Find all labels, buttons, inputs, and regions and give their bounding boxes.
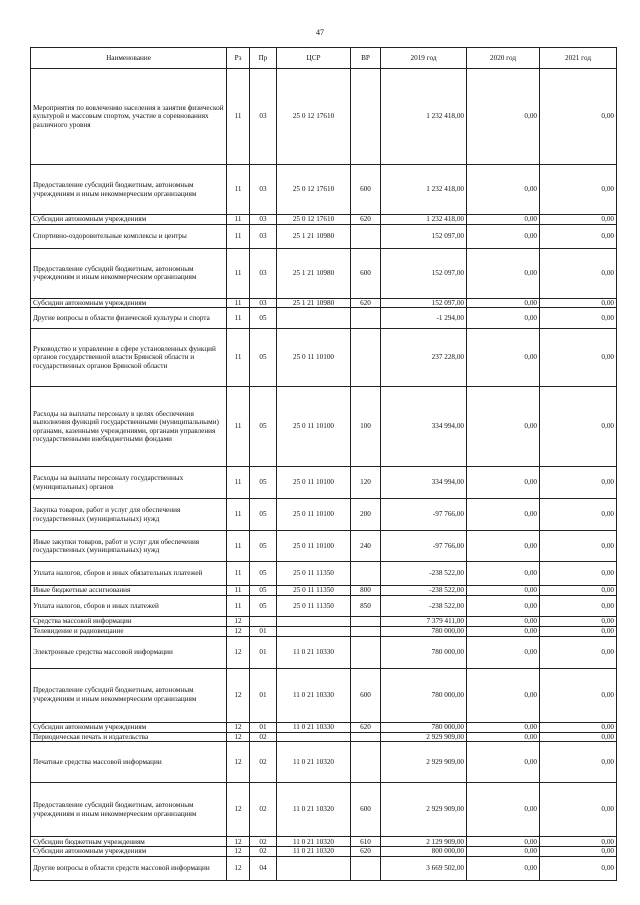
row-pr: 02	[250, 742, 277, 783]
row-rz: 12	[227, 668, 250, 722]
row-pr: 02	[250, 847, 277, 857]
row-2020-value: 0,00	[467, 499, 540, 531]
row-pr: 05	[250, 562, 277, 586]
row-rz: 11	[227, 298, 250, 308]
row-name: Иные бюджетные ассигнования	[31, 586, 227, 596]
row-2021-value: 0,00	[540, 248, 617, 298]
row-rz: 11	[227, 329, 250, 387]
row-csr: 25 0 11 10100	[277, 387, 351, 467]
row-rz: 11	[227, 595, 250, 616]
row-rz: 11	[227, 69, 250, 165]
table-row	[31, 732, 617, 742]
row-2019-value: -238 522,00	[381, 586, 467, 596]
row-csr: 25 1 21 10980	[277, 224, 351, 248]
row-pr: 05	[250, 467, 277, 499]
row-name: Периодическая печать и издательства	[31, 732, 227, 742]
table-row	[31, 636, 617, 668]
row-2019-value: 800 000,00	[381, 847, 467, 857]
row-name: Средства массовой информации	[31, 616, 227, 626]
row-2019-value: -1 294,00	[381, 308, 467, 329]
table-row	[31, 586, 617, 596]
row-pr: 05	[250, 531, 277, 562]
row-2021-value: 0,00	[540, 783, 617, 837]
column-header-rz: Рз	[227, 48, 250, 69]
row-rz: 11	[227, 531, 250, 562]
row-2020-value: 0,00	[467, 742, 540, 783]
row-name: Другие вопросы в области средств массовой информации	[31, 856, 227, 880]
row-2020-value: 0,00	[467, 298, 540, 308]
row-vr: 200	[351, 499, 381, 531]
column-header-2021: 2021 год	[540, 48, 617, 69]
row-name: Расходы на выплаты персоналу в целях обеспечения выполнения функций государственными (муниципальными) органами, казенными учреждениями, органами управления государственными внебюджетными фондами	[31, 387, 227, 467]
row-2021-value: 0,00	[540, 308, 617, 329]
row-vr	[351, 308, 381, 329]
row-pr: 02	[250, 837, 277, 847]
row-2021-value: 0,00	[540, 562, 617, 586]
row-rz: 12	[227, 856, 250, 880]
row-rz: 12	[227, 636, 250, 668]
row-name: Спортивно-оздоровительные комплексы и центры	[31, 224, 227, 248]
row-2020-value: 0,00	[467, 837, 540, 847]
table-row	[31, 248, 617, 298]
row-2020-value: 0,00	[467, 165, 540, 215]
row-name: Закупка товаров, работ и услуг для обеспечения государственных (муниципальных) нужд	[31, 499, 227, 531]
row-vr: 620	[351, 298, 381, 308]
table-row	[31, 298, 617, 308]
table-row	[31, 626, 617, 636]
row-csr: 11 0 21 10330	[277, 636, 351, 668]
row-2020-value: 0,00	[467, 847, 540, 857]
row-vr	[351, 626, 381, 636]
row-2020-value: 0,00	[467, 562, 540, 586]
row-rz: 12	[227, 626, 250, 636]
row-vr: 600	[351, 248, 381, 298]
row-csr: 25 0 11 10100	[277, 467, 351, 499]
row-name: Предоставление субсидий бюджетным, автономным учреждениям и иным некоммерческим организациям	[31, 248, 227, 298]
row-vr: 100	[351, 387, 381, 467]
row-2021-value: 0,00	[540, 165, 617, 215]
row-rz: 12	[227, 847, 250, 857]
row-vr	[351, 732, 381, 742]
row-csr: 11 0 21 10320	[277, 742, 351, 783]
row-2019-value: -97 766,00	[381, 531, 467, 562]
row-csr: 11 0 21 10320	[277, 837, 351, 847]
row-rz: 11	[227, 586, 250, 596]
row-name: Субсидии автономным учреждениям	[31, 215, 227, 225]
row-2019-value: 334 994,00	[381, 387, 467, 467]
row-2021-value: 0,00	[540, 722, 617, 732]
row-pr: 02	[250, 783, 277, 837]
row-pr: 05	[250, 499, 277, 531]
row-rz: 11	[227, 215, 250, 225]
table-row	[31, 742, 617, 783]
row-2019-value: 334 994,00	[381, 467, 467, 499]
row-pr: 03	[250, 165, 277, 215]
row-csr: 25 1 21 10980	[277, 248, 351, 298]
column-header-2019: 2019 год	[381, 48, 467, 69]
row-2021-value: 0,00	[540, 387, 617, 467]
table-row	[31, 224, 617, 248]
row-2019-value: 2 929 909,00	[381, 732, 467, 742]
table-row	[31, 499, 617, 531]
column-header-2020: 2020 год	[467, 48, 540, 69]
row-2021-value: 0,00	[540, 742, 617, 783]
row-csr	[277, 856, 351, 880]
row-2020-value: 0,00	[467, 722, 540, 732]
row-2019-value: 237 228,00	[381, 329, 467, 387]
row-pr: 05	[250, 595, 277, 616]
budget-table	[30, 47, 617, 881]
row-2019-value: 3 669 502,00	[381, 856, 467, 880]
row-name: Уплата налогов, сборов и иных платежей	[31, 595, 227, 616]
row-rz: 11	[227, 387, 250, 467]
row-2020-value: 0,00	[467, 329, 540, 387]
table-row	[31, 308, 617, 329]
row-2020-value: 0,00	[467, 467, 540, 499]
row-rz: 12	[227, 783, 250, 837]
row-2021-value: 0,00	[540, 856, 617, 880]
row-vr	[351, 329, 381, 387]
row-csr	[277, 732, 351, 742]
row-pr: 05	[250, 329, 277, 387]
row-2019-value: 780 000,00	[381, 636, 467, 668]
row-csr: 11 0 21 10320	[277, 847, 351, 857]
row-name: Уплата налогов, сборов и иных обязательных платежей	[31, 562, 227, 586]
table-row	[31, 165, 617, 215]
row-vr: 600	[351, 668, 381, 722]
row-pr: 05	[250, 586, 277, 596]
row-vr	[351, 742, 381, 783]
row-2020-value: 0,00	[467, 69, 540, 165]
row-2019-value: 1 232 418,00	[381, 165, 467, 215]
row-2019-value: 2 129 909,00	[381, 837, 467, 847]
row-csr	[277, 616, 351, 626]
row-2021-value: 0,00	[540, 616, 617, 626]
row-vr: 800	[351, 586, 381, 596]
row-2020-value: 0,00	[467, 586, 540, 596]
row-2019-value: 780 000,00	[381, 722, 467, 732]
row-csr: 25 0 11 10100	[277, 329, 351, 387]
row-2020-value: 0,00	[467, 732, 540, 742]
row-vr	[351, 616, 381, 626]
row-2020-value: 0,00	[467, 636, 540, 668]
row-rz: 11	[227, 562, 250, 586]
row-2020-value: 0,00	[467, 856, 540, 880]
row-pr: 05	[250, 308, 277, 329]
row-pr	[250, 616, 277, 626]
row-pr: 03	[250, 215, 277, 225]
row-2020-value: 0,00	[467, 626, 540, 636]
row-2021-value: 0,00	[540, 636, 617, 668]
row-2019-value: 2 929 909,00	[381, 783, 467, 837]
row-pr: 01	[250, 722, 277, 732]
row-vr	[351, 856, 381, 880]
row-2020-value: 0,00	[467, 308, 540, 329]
row-csr: 25 0 12 17610	[277, 215, 351, 225]
row-vr: 600	[351, 783, 381, 837]
row-2019-value: -238 522,00	[381, 595, 467, 616]
row-pr: 01	[250, 636, 277, 668]
row-2021-value: 0,00	[540, 467, 617, 499]
table-row	[31, 783, 617, 837]
row-pr: 03	[250, 224, 277, 248]
table-row	[31, 616, 617, 626]
row-rz: 11	[227, 248, 250, 298]
row-rz: 12	[227, 742, 250, 783]
table-row	[31, 329, 617, 387]
row-name: Предоставление субсидий бюджетным, автономным учреждениям и иным некоммерческим организациям	[31, 668, 227, 722]
row-2020-value: 0,00	[467, 595, 540, 616]
row-name: Руководство и управление в сфере установленных функций органов государственной власти Брянской области и государственных органов Брянской области	[31, 329, 227, 387]
row-name: Расходы на выплаты персоналу государственных (муниципальных) органов	[31, 467, 227, 499]
row-2020-value: 0,00	[467, 668, 540, 722]
row-name: Субсидии автономным учреждениям	[31, 722, 227, 732]
row-pr: 03	[250, 69, 277, 165]
row-csr: 25 0 11 11350	[277, 586, 351, 596]
row-2020-value: 0,00	[467, 248, 540, 298]
table-row	[31, 722, 617, 732]
row-2020-value: 0,00	[467, 531, 540, 562]
row-rz: 11	[227, 224, 250, 248]
row-2020-value: 0,00	[467, 616, 540, 626]
row-csr: 25 0 12 17610	[277, 165, 351, 215]
row-pr: 04	[250, 856, 277, 880]
row-2019-value: 1 232 418,00	[381, 215, 467, 225]
table-row	[31, 387, 617, 467]
row-vr: 620	[351, 847, 381, 857]
row-rz: 12	[227, 837, 250, 847]
row-2020-value: 0,00	[467, 224, 540, 248]
column-header-vr: ВР	[351, 48, 381, 69]
row-2021-value: 0,00	[540, 69, 617, 165]
table-row	[31, 531, 617, 562]
table-row	[31, 467, 617, 499]
table-header-row	[31, 48, 617, 69]
table-row	[31, 215, 617, 225]
row-2021-value: 0,00	[540, 298, 617, 308]
row-2021-value: 0,00	[540, 224, 617, 248]
row-vr: 600	[351, 165, 381, 215]
row-2021-value: 0,00	[540, 847, 617, 857]
row-2019-value: -97 766,00	[381, 499, 467, 531]
row-csr: 25 0 11 10100	[277, 499, 351, 531]
row-rz: 11	[227, 467, 250, 499]
row-pr: 03	[250, 248, 277, 298]
row-vr	[351, 224, 381, 248]
row-vr: 240	[351, 531, 381, 562]
row-2021-value: 0,00	[540, 215, 617, 225]
row-pr: 02	[250, 732, 277, 742]
row-pr: 01	[250, 668, 277, 722]
row-rz: 11	[227, 499, 250, 531]
row-name: Субсидии бюджетным учреждениям	[31, 837, 227, 847]
row-vr: 850	[351, 595, 381, 616]
row-2021-value: 0,00	[540, 668, 617, 722]
row-csr: 25 0 11 11350	[277, 595, 351, 616]
row-csr	[277, 308, 351, 329]
column-header-pr: Пр	[250, 48, 277, 69]
row-2019-value: 7 379 411,00	[381, 616, 467, 626]
row-rz: 11	[227, 308, 250, 329]
column-header-csr: ЦСР	[277, 48, 351, 69]
row-2019-value: 1 232 418,00	[381, 69, 467, 165]
row-csr: 11 0 21 10330	[277, 722, 351, 732]
row-name: Печатные средства массовой информации	[31, 742, 227, 783]
row-rz: 12	[227, 722, 250, 732]
row-2021-value: 0,00	[540, 732, 617, 742]
row-csr	[277, 626, 351, 636]
row-2020-value: 0,00	[467, 387, 540, 467]
row-csr: 25 0 12 17610	[277, 69, 351, 165]
row-name: Мероприятия по вовлечению населения в занятия физической культурой и массовым спортом, участие в соревнованиях различного уровня	[31, 69, 227, 165]
row-name: Телевидение и радиовещание	[31, 626, 227, 636]
table-row	[31, 595, 617, 616]
row-2019-value: -238 522,00	[381, 562, 467, 586]
page-number: 47	[316, 28, 324, 37]
row-name: Субсидии автономным учреждениям	[31, 847, 227, 857]
table-row	[31, 837, 617, 847]
row-name: Предоставление субсидий бюджетным, автономным учреждениям и иным некоммерческим организациям	[31, 165, 227, 215]
table-row	[31, 847, 617, 857]
table-row	[31, 69, 617, 165]
row-2021-value: 0,00	[540, 586, 617, 596]
row-2021-value: 0,00	[540, 595, 617, 616]
table-row	[31, 562, 617, 586]
row-csr: 25 0 11 11350	[277, 562, 351, 586]
row-pr: 05	[250, 387, 277, 467]
row-2019-value: 780 000,00	[381, 626, 467, 636]
row-pr: 01	[250, 626, 277, 636]
table-row	[31, 856, 617, 880]
row-2019-value: 152 097,00	[381, 248, 467, 298]
row-csr: 11 0 21 10320	[277, 783, 351, 837]
row-2020-value: 0,00	[467, 783, 540, 837]
row-vr	[351, 636, 381, 668]
table-row	[31, 668, 617, 722]
row-vr	[351, 562, 381, 586]
row-rz: 11	[227, 165, 250, 215]
row-vr: 610	[351, 837, 381, 847]
row-vr: 120	[351, 467, 381, 499]
column-header-name: Наименование	[31, 48, 227, 69]
row-2019-value: 2 929 909,00	[381, 742, 467, 783]
row-vr: 620	[351, 722, 381, 732]
row-2021-value: 0,00	[540, 499, 617, 531]
row-name: Электронные средства массовой информации	[31, 636, 227, 668]
row-2021-value: 0,00	[540, 531, 617, 562]
row-name: Иные закупки товаров, работ и услуг для обеспечения государственных (муниципальных) нужд	[31, 531, 227, 562]
row-rz: 12	[227, 732, 250, 742]
row-2020-value: 0,00	[467, 215, 540, 225]
row-name: Предоставление субсидий бюджетным, автономным учреждениям и иным некоммерческим организациям	[31, 783, 227, 837]
row-vr	[351, 69, 381, 165]
row-csr: 25 0 11 10100	[277, 531, 351, 562]
row-2021-value: 0,00	[540, 837, 617, 847]
row-rz: 12	[227, 616, 250, 626]
row-csr: 11 0 21 10330	[277, 668, 351, 722]
row-pr: 03	[250, 298, 277, 308]
row-name: Субсидии автономным учреждениям	[31, 298, 227, 308]
row-csr: 25 1 21 10980	[277, 298, 351, 308]
row-2021-value: 0,00	[540, 329, 617, 387]
row-2019-value: 152 097,00	[381, 224, 467, 248]
row-2021-value: 0,00	[540, 626, 617, 636]
row-vr: 620	[351, 215, 381, 225]
row-name: Другие вопросы в области физической культуры и спорта	[31, 308, 227, 329]
row-2019-value: 152 097,00	[381, 298, 467, 308]
row-2019-value: 780 000,00	[381, 668, 467, 722]
